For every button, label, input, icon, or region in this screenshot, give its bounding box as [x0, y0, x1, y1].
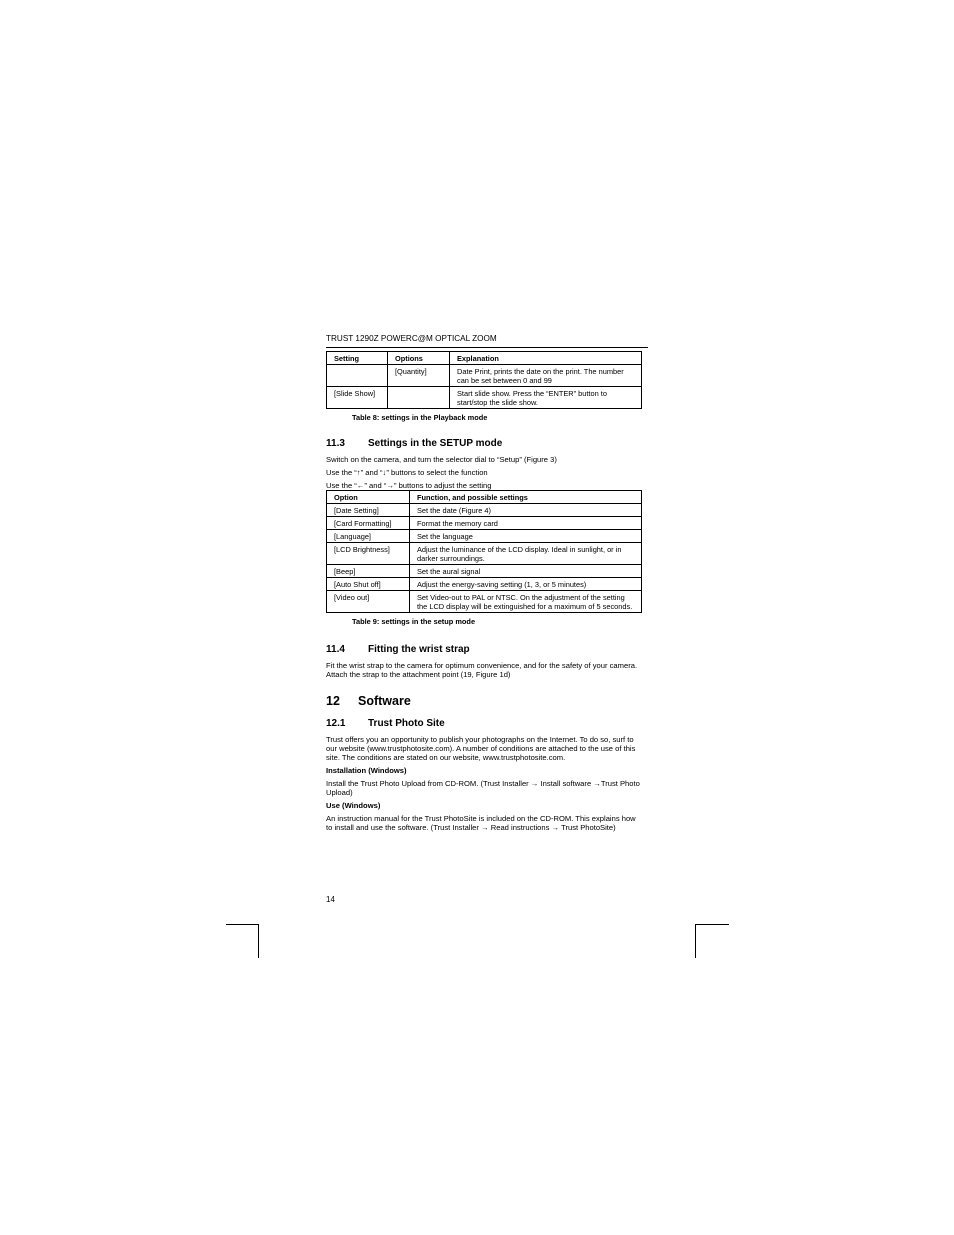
table-cell: [Auto Shut off] — [327, 578, 410, 591]
table-cell: Set the language — [410, 530, 642, 543]
table-row — [327, 565, 642, 578]
table-cell — [388, 387, 450, 409]
body-paragraph: An instruction manual for the Trust PhotoSite is included on the CD-ROM. This explains how to install and use the software. (Trust Installer → Read instructions → Trust PhotoSite) — [326, 814, 636, 832]
table-caption: Table 8: settings in the Playback mode — [352, 413, 488, 422]
section-title: Trust Photo Site — [368, 718, 445, 729]
manual-page — [326, 334, 642, 836]
table-row — [327, 578, 642, 591]
chapter-title: Software — [358, 694, 411, 708]
table-cell: [LCD Brightness] — [327, 543, 410, 565]
table-cell: Date Print, prints the date on the print. The number can be set between 0 and 99 — [450, 365, 642, 387]
table-row — [327, 530, 642, 543]
body-paragraph: Trust offers you an opportunity to publish your photographs on the Internet. To do so, surf to our website (www.trustphotosite.com). A number of conditions are attached to the use of this site. The conditions are stated on our website, www.trustphotosite.com. — [326, 735, 636, 762]
chapter-number: 12 — [326, 694, 340, 708]
table-cell: [Card Formatting] — [327, 517, 410, 530]
table-cell: [Video out] — [327, 591, 410, 613]
table-cell: [Language] — [327, 530, 410, 543]
table-cell: Set the date (Figure 4) — [410, 504, 642, 517]
column-header: Function, and possible settings — [410, 491, 642, 504]
instruction-line: Use the “←” and “→” buttons to adjust the setting — [326, 481, 492, 490]
section-heading — [326, 718, 642, 730]
crop-mark — [695, 924, 696, 958]
table-cell: Set the aural signal — [410, 565, 642, 578]
crop-mark — [695, 924, 729, 925]
subheading: Use (Windows) — [326, 801, 381, 810]
table-playback-settings — [326, 351, 642, 409]
table-cell: [Quantity] — [388, 365, 450, 387]
table-cell: Adjust the luminance of the LCD display. Ideal in sunlight, or in darker surroundings. — [410, 543, 642, 565]
section-title: Fitting the wrist strap — [368, 644, 470, 655]
section-heading — [326, 438, 642, 450]
column-header: Option — [327, 491, 410, 504]
table-caption: Table 9: settings in the setup mode — [352, 617, 476, 626]
table-row — [327, 591, 642, 613]
section-number: 12.1 — [326, 718, 346, 729]
table-cell: Format the memory card — [410, 517, 642, 530]
section-number: 11.4 — [326, 644, 345, 655]
column-header: Setting — [327, 352, 388, 365]
table-cell: [Date Setting] — [327, 504, 410, 517]
table-cell — [327, 365, 388, 387]
body-paragraph: Install the Trust Photo Upload from CD-ROM. (Trust Installer → Install software →Trust Photo Upload) — [326, 779, 640, 797]
column-header: Options — [388, 352, 450, 365]
table-setup-settings — [326, 490, 642, 613]
subheading: Installation (Windows) — [326, 766, 407, 775]
crop-mark — [258, 924, 259, 958]
column-header: Explanation — [450, 352, 642, 365]
table-cell: [Beep] — [327, 565, 410, 578]
section-heading — [326, 644, 642, 656]
table-row — [327, 504, 642, 517]
section-title: Settings in the SETUP mode — [368, 438, 503, 449]
section-number: 11.3 — [326, 438, 345, 449]
table-header-row — [327, 352, 642, 365]
table-row — [327, 517, 642, 530]
table-cell: [Slide Show] — [327, 387, 388, 409]
page-number: 14 — [326, 895, 335, 904]
table-header-row — [327, 491, 642, 504]
table-cell: Adjust the energy-saving setting (1, 3, or 5 minutes) — [410, 578, 642, 591]
instruction-line: Use the “↑” and “↓” buttons to select the function — [326, 468, 488, 477]
crop-mark — [226, 924, 259, 925]
body-paragraph: Fit the wrist strap to the camera for optimum convenience, and for the safety of your camera. Attach the strap to the attachment point (19, Figure 1d) — [326, 661, 638, 679]
table-row — [327, 387, 642, 409]
chapter-heading — [326, 694, 642, 708]
table-row — [327, 543, 642, 565]
table-cell: Set Video-out to PAL or NTSC. On the adjustment of the setting the LCD display will be extinguished for a maximum of 5 seconds. — [410, 591, 642, 613]
instruction-line: Switch on the camera, and turn the selector dial to “Setup” (Figure 3) — [326, 455, 557, 464]
table-row — [327, 365, 642, 387]
table-cell: Start slide show. Press the “ENTER” button to start/stop the slide show. — [450, 387, 642, 409]
running-header: TRUST 1290Z POWERC@M OPTICAL ZOOM — [326, 334, 648, 348]
